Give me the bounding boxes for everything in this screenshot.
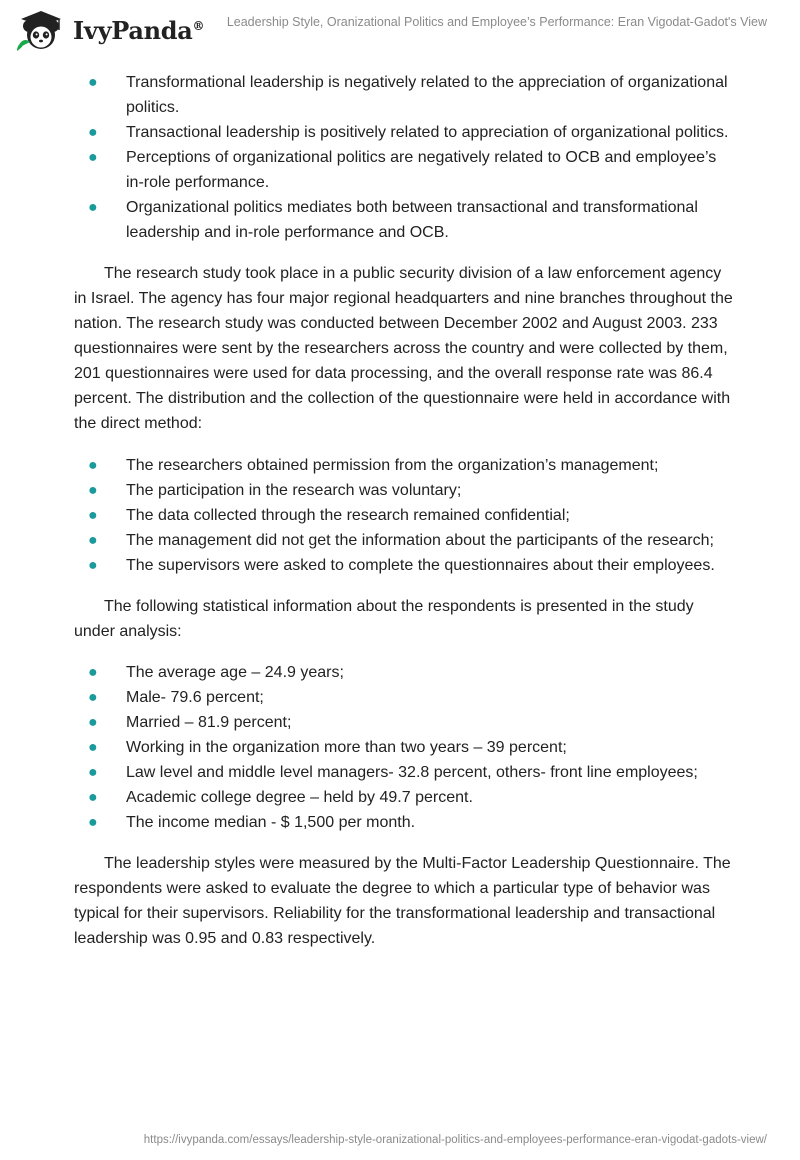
bullet-icon: ● — [88, 789, 98, 806]
list-item: ● The average age – 24.9 years; — [74, 660, 734, 685]
list-item: ● Transformational leadership is negatively related to the appreciation of organizational politics. — [74, 70, 734, 120]
list-item: ● Perceptions of organizational politics are negatively related to OCB and employee’s in-role performance. — [74, 145, 734, 195]
list-item: ● The management did not get the information about the participants of the research; — [74, 528, 734, 553]
list-item: ● Transactional leadership is positively related to appreciation of organizational politics. — [74, 120, 734, 145]
bullet-icon: ● — [88, 482, 98, 499]
bullet-icon: ● — [88, 814, 98, 831]
bullet-icon: ● — [88, 507, 98, 524]
source-url[interactable]: https://ivypanda.com/essays/leadership-style-oranizational-politics-and-employees-performance-eran-vigodat-gadots-view/ — [143, 1134, 767, 1146]
list-item: ● The researchers obtained permission from the organization’s management; — [74, 453, 734, 478]
bullet-icon: ● — [88, 74, 98, 91]
brand-name: IvyPanda® — [73, 15, 205, 45]
list-item: ● Law level and middle level managers- 32.8 percent, others- front line employees; — [74, 760, 734, 785]
bullet-icon: ● — [88, 764, 98, 781]
bullet-icon: ● — [88, 199, 98, 216]
essay-content — [74, 70, 734, 951]
bullet-icon: ● — [88, 124, 98, 141]
paragraph-leadership-measurement: The leadership styles were measured by the Multi-Factor Leadership Questionnaire. The respondents were asked to evaluate the degree to which a particular type of behavior was typical for their supervisors. Reliability for the transformational leadership and transactional leadership was 0.95 and 0.83 respectively. — [74, 855, 731, 947]
list-item: ● Academic college degree – held by 49.7 percent. — [74, 785, 734, 810]
list-item: ● Male- 79.6 percent; — [74, 685, 734, 710]
ivypanda-logo[interactable] — [15, 8, 204, 52]
statistics-list — [74, 660, 734, 835]
bullet-icon: ● — [88, 149, 98, 166]
bullet-icon: ● — [88, 689, 98, 706]
page-header — [0, 0, 800, 64]
list-item: ● Working in the organization more than two years – 39 percent; — [74, 735, 734, 760]
bullet-icon: ● — [88, 557, 98, 574]
list-item: ● The supervisors were asked to complete the questionnaires about their employees. — [74, 553, 734, 578]
document-title: Leadership Style, Oranizational Politics and Employee’s Performance: Eran Vigodat-Gadot's View — [226, 15, 767, 29]
bullet-icon: ● — [88, 457, 98, 474]
list-item: ● Married – 81.9 percent; — [74, 710, 734, 735]
list-item: ● The income median - $ 1,500 per month. — [74, 810, 734, 835]
hypotheses-list — [74, 70, 734, 245]
bullet-icon: ● — [88, 739, 98, 756]
bullet-icon: ● — [88, 714, 98, 731]
list-item: ● Organizational politics mediates both between transactional and transformational leadership and in-role performance and OCB. — [74, 195, 734, 245]
bullet-icon: ● — [88, 532, 98, 549]
panda-graduate-icon — [15, 8, 67, 52]
paragraph-research-setting: The research study took place in a public security division of a law enforcement agency in Israel. The agency has four major regional headquarters and nine branches throughout the nation. The research study was conducted between December 2002 and August 2003. 233 questionnaires were sent by the researchers across the country and were collected by them, 201 questionnaires were used for data processing, and the overall response rate was 86.4 percent. The distribution and the collection of the questionnaire were held in accordance with the direct method: — [74, 265, 733, 432]
method-list — [74, 453, 734, 578]
list-item: ● The participation in the research was voluntary; — [74, 478, 734, 503]
paragraph-statistics-intro: The following statistical information about the respondents is presented in the study under analysis: — [74, 598, 694, 640]
bullet-icon: ● — [88, 664, 98, 681]
list-item: ● The data collected through the research remained confidential; — [74, 503, 734, 528]
